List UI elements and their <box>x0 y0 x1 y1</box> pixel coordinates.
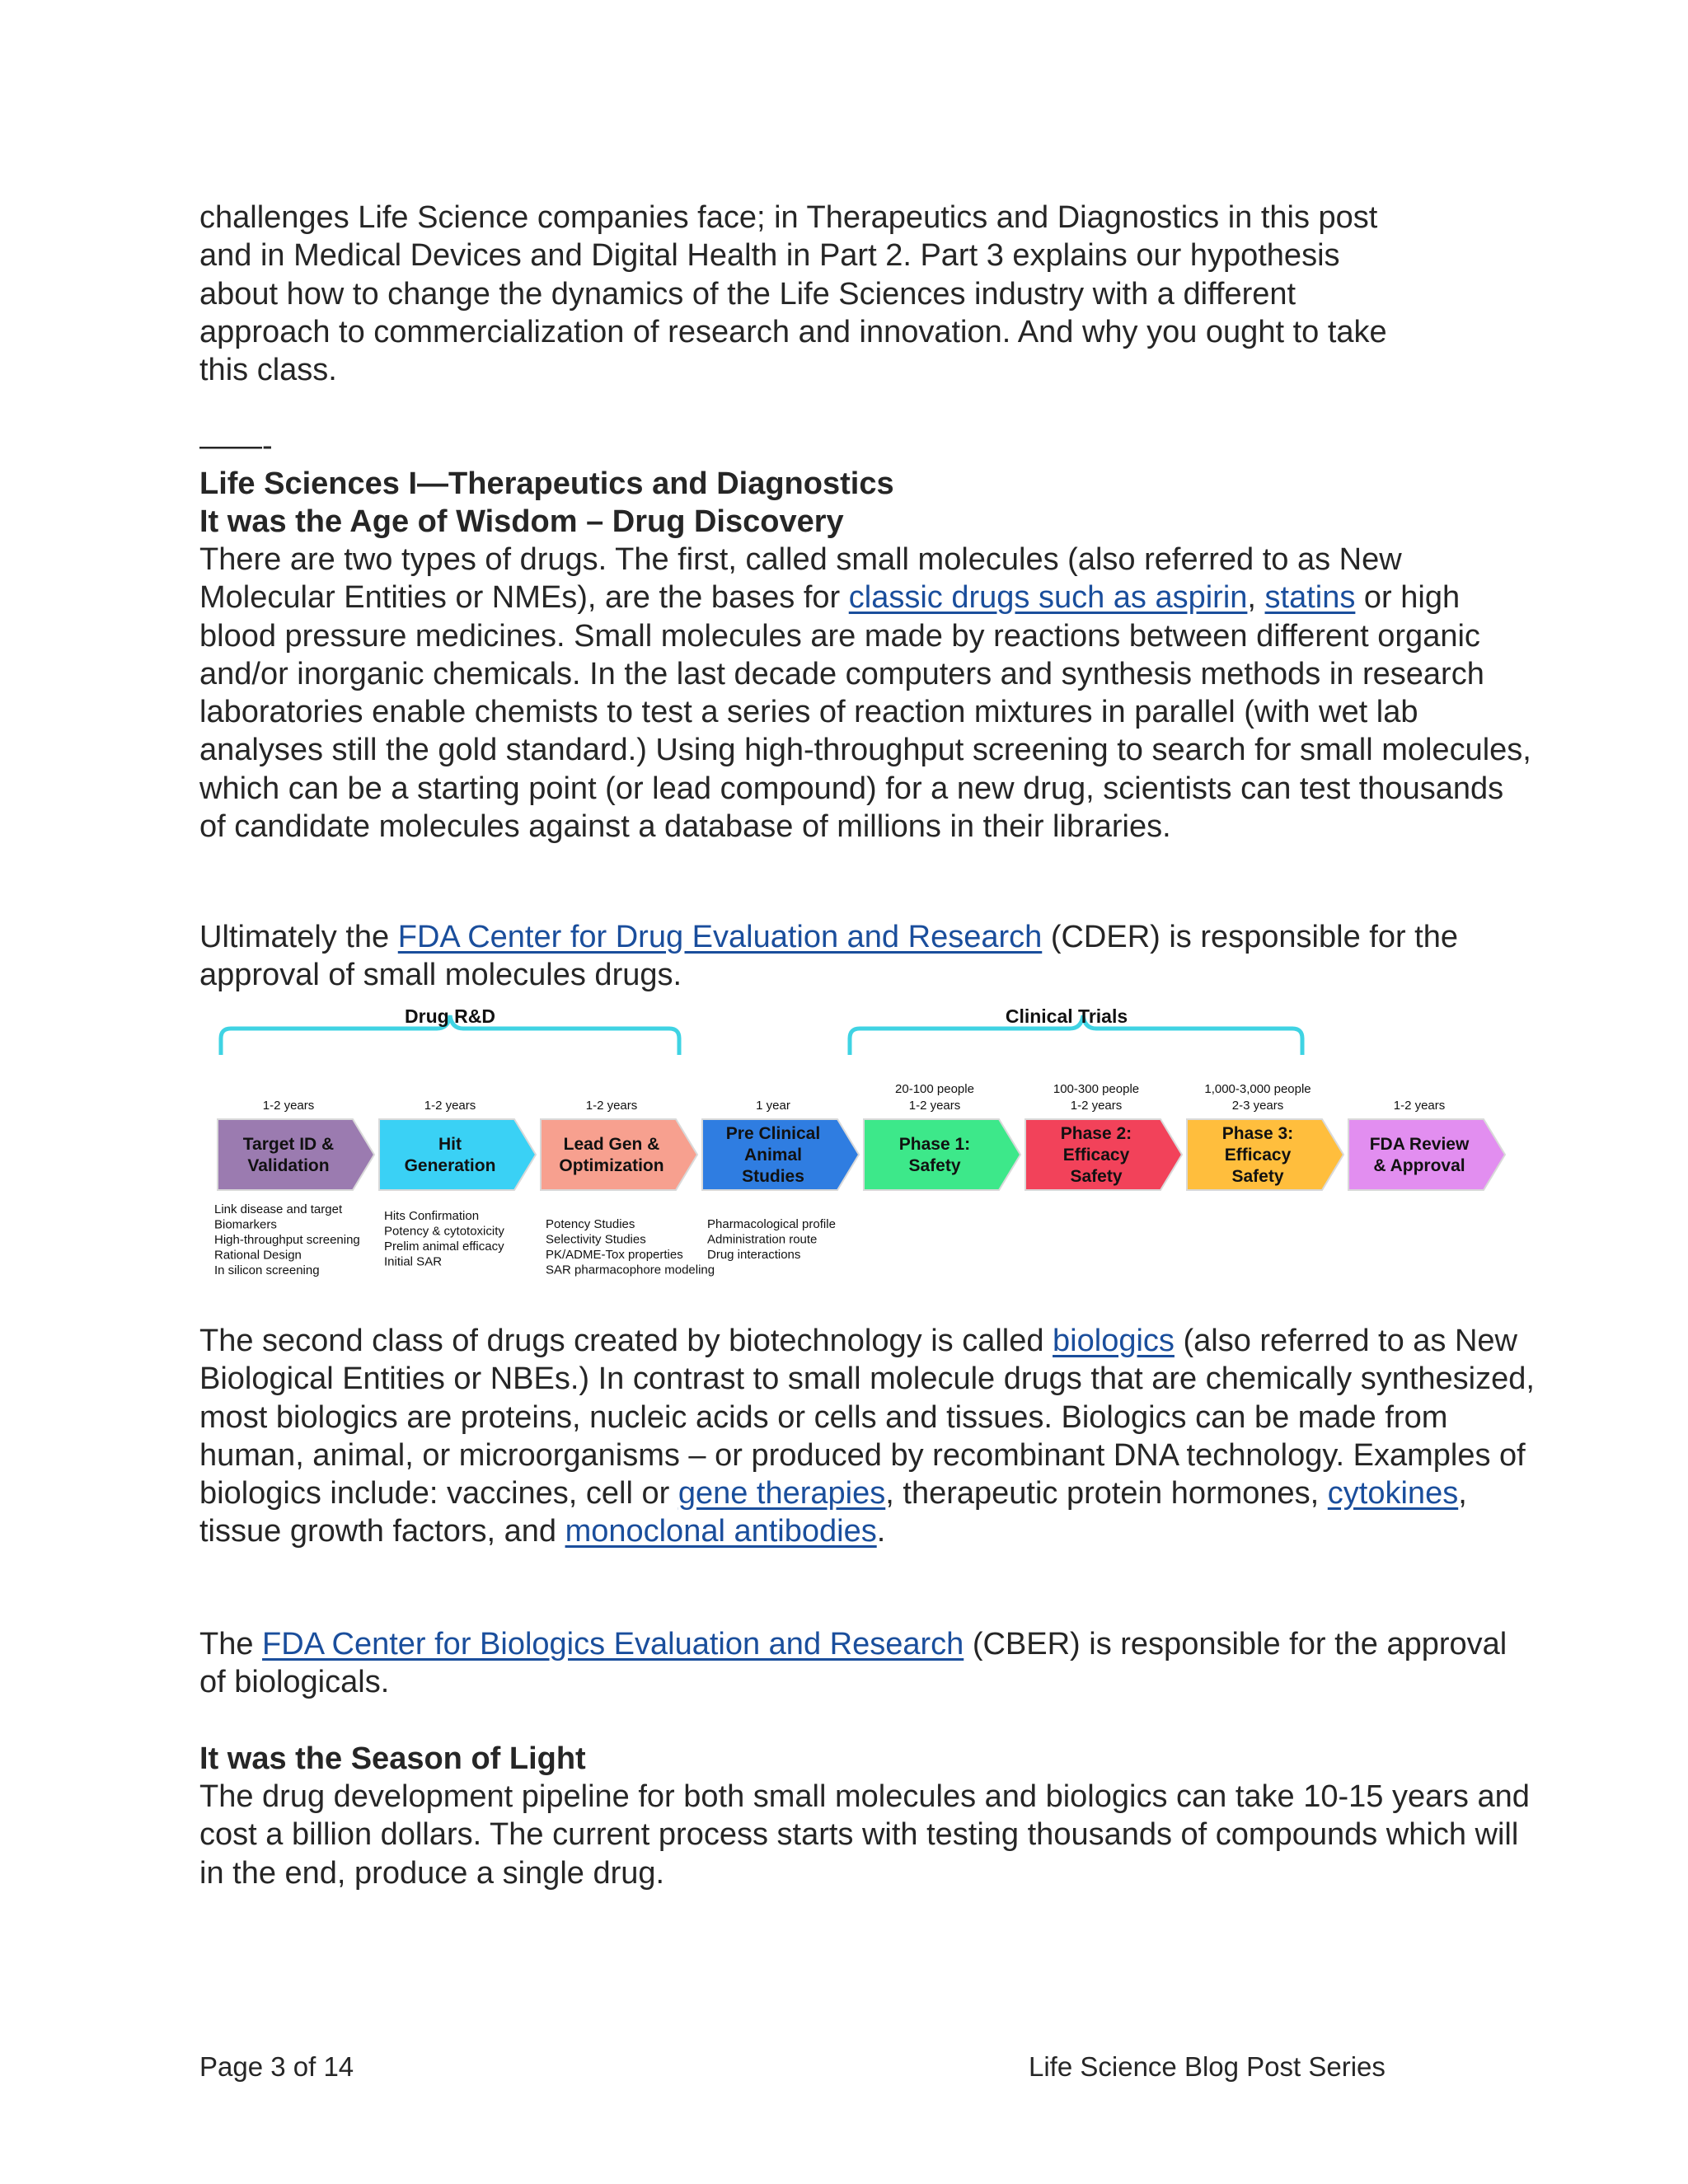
paragraph-text: The second class of drugs created by biotechnology is called <box>199 1324 1053 1358</box>
cytokines-link[interactable]: cytokines <box>1327 1476 1459 1511</box>
paragraph-text: , tissue growth factors, and <box>199 1476 1467 1549</box>
pipeline-stage-label: Generation <box>404 1156 496 1175</box>
section-heading: Life Sciences I—Therapeutics and Diagnostics <box>199 466 894 501</box>
paragraph-text: The drug development pipeline for both small molecules and biologics can take 10-15 years and cost a billion dollars. The current process starts with testing thousands of compounds which will in the end, produce a single drug. <box>199 1779 1530 1891</box>
pipeline-stage-note: Initial SAR <box>384 1254 443 1269</box>
pipeline-stage-label: FDA Review <box>1369 1135 1470 1154</box>
pipeline-stage-duration: 1-2 years <box>1393 1099 1446 1113</box>
section-subheading: It was the Age of Wisdom – Drug Discovery <box>199 504 844 539</box>
pipeline-stage-duration: 1,000-3,000 people <box>1204 1082 1311 1096</box>
pipeline-stage-note: Potency Studies <box>546 1217 635 1231</box>
cber-link[interactable]: FDA Center for Biologics Evaluation and Research <box>262 1627 964 1661</box>
pipeline-stage-note: PK/ADME-Tox properties <box>546 1248 683 1262</box>
pipeline-stage-label: & Approval <box>1373 1156 1465 1175</box>
pipeline-notes <box>214 1202 836 1277</box>
paragraph-text: . <box>876 1514 886 1549</box>
paragraph-text: Ultimately the <box>199 920 398 954</box>
footer-series-title: Life Science Blog Post Series <box>1029 2051 1386 2082</box>
pipeline-stage-label: Safety <box>1070 1167 1123 1186</box>
intro-line: challenges Life Science companies face; in Therapeutics and Diagnostics in this post <box>199 200 1378 235</box>
clinical-trials-label: Clinical Trials <box>1005 1005 1128 1027</box>
paragraph-text: or high blood pressure medicines. Small molecules are made by reactions between different organic and/or inorganic chemicals. In the last decade computers and synthesis methods in research laboratories enable chemists to test a series of reaction mixtures in parallel (with wet lab analyses still the gold standard.) Using high-throughput screening to search for small molecules, which can be a starting point (or lead compound) for a new drug, scientists can test thousands of candidate molecules against a database of millions in their libraries. <box>199 580 1531 845</box>
pipeline-stage-label: Phase 3: <box>1221 1124 1294 1143</box>
pipeline-stage-note: Potency & cytotoxicity <box>384 1224 504 1239</box>
pipeline-stage-label: Phase 2: <box>1060 1124 1132 1143</box>
paragraph-text: (CBER) is responsible for the approval of biologicals. <box>199 1627 1507 1700</box>
intro-line: about how to change the dynamics of the Life Sciences industry with a different <box>199 276 1296 312</box>
paragraph-text: There are two types of drugs. The first, called small molecules (also referred to as New Molecular Entities or NMEs), are the bases for <box>199 542 1402 616</box>
pipeline-stage-note: Drug interactions <box>707 1248 801 1262</box>
pipeline-stage-note: Pharmacological profile <box>707 1217 836 1231</box>
paragraph-text: (also referred to as New Biological Entities or NBEs.) In contrast to small molecule drugs that are chemically synthesized, most biologics are proteins, nucleic acids or cells and tissues. Biologics can be made from human, animal, or microorganisms – or produced by recombinant DNA technology. Examples of biologics include: vaccines, cell or <box>199 1324 1535 1511</box>
pipeline-stage-label: Phase 1: <box>898 1135 971 1154</box>
pipeline-stage-duration: 1-2 years <box>424 1099 476 1113</box>
pipeline-stage-note: Biomarkers <box>214 1217 277 1232</box>
pipeline-stage-duration: 1-2 years <box>262 1099 315 1113</box>
pipeline-stage-arrow <box>541 1119 697 1190</box>
pipeline-stage-label: Hit <box>438 1135 462 1154</box>
pipeline-stage-label: Target ID & <box>242 1135 335 1154</box>
pipeline-stage-label: Animal <box>743 1146 803 1165</box>
pipeline-stages <box>218 1082 1505 1190</box>
intro-line: approach to commercialization of research and innovation. And why you ought to take <box>199 314 1387 349</box>
cber-paragraph <box>199 1625 1535 1702</box>
pipeline-stage-label: Validation <box>247 1156 330 1175</box>
pipeline-stage-label: Efficacy <box>1062 1146 1130 1165</box>
gene-therapies-link[interactable]: gene therapies <box>678 1476 886 1511</box>
pipeline-stage-label: Studies <box>742 1167 804 1186</box>
pipeline-stage-note: SAR pharmacophore modeling <box>546 1263 715 1277</box>
page-number: Page 3 of 14 <box>199 2051 354 2082</box>
pipeline-stage-note: Link disease and target <box>214 1202 343 1216</box>
pipeline-stage-duration: 20-100 people <box>895 1082 974 1096</box>
intro-line: this class. <box>199 353 337 388</box>
pipeline-stage-note: Administration route <box>707 1232 818 1247</box>
drug-pipeline-diagram <box>206 997 1500 1294</box>
pipeline-stage-duration: 1-2 years <box>1070 1099 1123 1113</box>
pipeline-stage-label: Optimization <box>559 1156 664 1175</box>
pipeline-stage-arrow <box>1348 1119 1505 1190</box>
pipeline-stage-duration: 2-3 years <box>1231 1099 1284 1113</box>
pipeline-stage-arrow <box>379 1119 536 1190</box>
pipeline-stage-note: Hits Confirmation <box>384 1209 480 1223</box>
separator: ——- <box>199 429 273 463</box>
pipeline-stage-duration: 100-300 people <box>1053 1082 1140 1096</box>
biologics-link[interactable]: biologics <box>1053 1324 1175 1358</box>
statins-link[interactable]: statins <box>1264 580 1356 616</box>
paragraph-text: , <box>1247 580 1265 616</box>
pipeline-stage-label: Lead Gen & <box>563 1135 660 1154</box>
pipeline-svg <box>206 997 1500 1294</box>
pipeline-stage-note: In silicon screening <box>214 1263 320 1277</box>
paragraph-text: The <box>199 1627 263 1661</box>
pipeline-stage-label: Safety <box>908 1156 961 1175</box>
drug-rd-label: Drug R&D <box>405 1005 495 1027</box>
pipeline-stage-duration: 1-2 years <box>585 1099 638 1113</box>
monoclonal-antibodies-link[interactable]: monoclonal antibodies <box>565 1514 877 1549</box>
pipeline-stage-arrow <box>864 1119 1020 1190</box>
intro-line: and in Medical Devices and Digital Health in Part 2. Part 3 explains our hypothesis <box>199 238 1340 274</box>
cder-link[interactable]: FDA Center for Drug Evaluation and Research <box>397 920 1043 954</box>
paragraph-text: (CDER) is responsible for the approval of small molecules drugs. <box>199 920 1458 993</box>
pipeline-stage-note: Prelim animal efficacy <box>384 1240 504 1254</box>
pipeline-stage-label: Pre Clinical <box>725 1124 821 1143</box>
pipeline-stage-arrow <box>218 1119 374 1190</box>
pipeline-stage-note: High-throughput screening <box>214 1233 360 1247</box>
aspirin-link[interactable]: classic drugs such as aspirin <box>848 580 1248 616</box>
pipeline-stage-duration: 1 year <box>756 1099 790 1113</box>
pipeline-stage-note: Rational Design <box>214 1248 302 1263</box>
pipeline-stage-duration: 1-2 years <box>908 1099 961 1113</box>
paragraph-text: , therapeutic protein hormones, <box>885 1476 1328 1511</box>
pipeline-stage-note: Selectivity Studies <box>546 1232 646 1247</box>
intro-paragraph <box>199 199 1535 389</box>
small-molecules-paragraph <box>199 541 1535 846</box>
season-of-light-heading: It was the Season of Light <box>199 1741 586 1776</box>
pipeline-stage-label: Safety <box>1231 1167 1284 1186</box>
biologics-paragraph <box>199 1322 1535 1551</box>
pipeline-stage-label: Efficacy <box>1224 1146 1292 1165</box>
pipeline-cost-paragraph <box>199 1778 1535 1892</box>
cder-paragraph <box>199 918 1535 995</box>
